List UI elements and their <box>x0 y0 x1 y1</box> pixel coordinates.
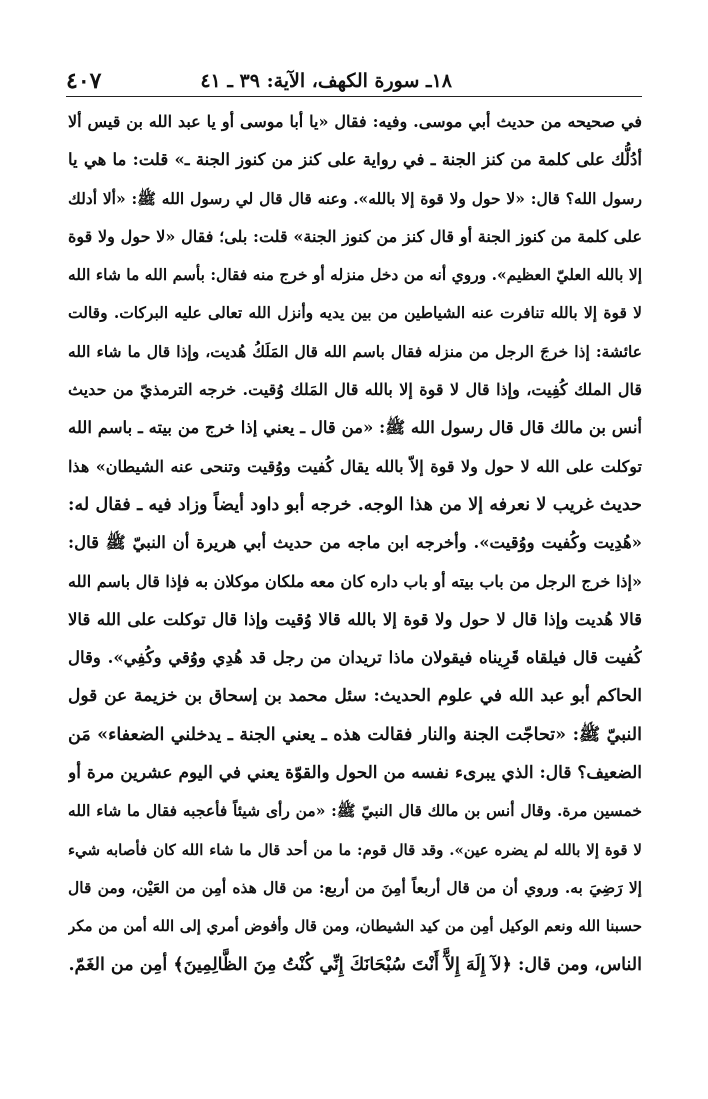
text-line: لا قوة إلا بالله تنافرت عنه الشياطين من بين يديه وأنزل الله تعالى عليه البركات. وقالت <box>68 303 642 323</box>
text-line: عائشة: إذا خرجَ الرجل من منزله فقال باسم الله قال المَلَكُ هُديت، وإذا قال ما شاء الله <box>68 341 642 361</box>
page-number: ٤٠٧ <box>66 68 102 94</box>
text-line: توكلت على الله لا حول ولا قوة إلاّ بالله يقال كُفيت ووُقيت وتنحى عنه الشيطان» هذا <box>68 456 642 476</box>
text-line: «إذا خرج الرجل من باب بيته أو باب داره كان معه ملكان موكلان به فإذا قال باسم الله <box>68 571 642 591</box>
running-header <box>66 64 642 98</box>
text-line: في صحيحه من حديث أبي موسى. وفيه: فقال «يا أبا موسى أو يا عبد الله بن قيس ألا <box>68 112 642 131</box>
text-line: أدُلُّك على كلمة من كنز الجنة ـ في رواية على كنز من كنوز الجنة ـ» قلت: ما هي يا <box>68 150 642 170</box>
text-line: قالا هُديت وإذا قال لا حول ولا قوة إلا بالله قالا وُقيت وإذا قال توكلت على الله قالا <box>68 609 642 629</box>
text-line: إلا رَضِيَ به. وروي أن من قال أربعاً أمِنَ من أربع: من قال هذه أمِن من العَيْن، ومن قال <box>68 877 642 897</box>
text-line: لا قوة إلا بالله لم يضره عين». وقد قال قوم: ما من أحد قال ما شاء الله كان فأصابه شيء <box>68 840 642 859</box>
text-line: النبيّ ﷺ: «تحاجّت الجنة والنار فقالت هذه ـ يعني الجنة ـ يدخلني الضعفاء» مَن <box>68 724 642 745</box>
text-line: الضعيف؟ قال: الذي يبرىء نفسه من الحول والقوّة يعني في اليوم عشرين مرة أو <box>68 763 642 784</box>
text-line: إلا بالله العليّ العظيم». وروي أنه من دخل منزله أو خرج منه فقال: بأسم الله ما شاء الله <box>68 265 642 285</box>
text-line: حديث غريب لا نعرفه إلا من هذا الوجه. خرجه أبو داود أيضاً وزاد فيه ـ فقال له: <box>68 494 642 515</box>
text-line: كُفيت قال فيلقاه قَرِيناه فيقولان ماذا تريدان من رجل قد هُدِي ووُقي وكُفِي». وقال <box>68 648 642 668</box>
text-line: على كلمة من كنوز الجنة أو قال كنز من كنوز الجنة» قلت: بلى؛ فقال «لا حول ولا قوة <box>68 226 642 246</box>
text-line: حسبنا الله ونعم الوكيل أمِن من كيد الشيطان، ومن قال وأفوض أمري إلى الله أمن من مكر <box>68 917 642 936</box>
text-line: الناس، ومن قال: ﴿لآ إِلَهَ إِلآَّ أَنْتَ سُبْحَانَكَ إِنِّي كُنْتُ مِنَ الظَّالِمِينَ﴾ أمِن من الغَمّ. <box>68 954 642 975</box>
running-title: ١٨ـ سورة الكهف، الآية: ٣٩ ـ ٤١ <box>200 70 452 92</box>
text-line: «هُدِيت وكُفيت ووُقيت». وأخرجه ابن ماجه من حديث أبي هريرة أن النبيّ ﷺ قال: <box>68 533 642 553</box>
text-line: خمسين مرة. وقال أنس بن مالك قال النبيّ ﷺ: «من رأى شيئاً فأعجبه فقال ما شاء الله <box>68 801 642 821</box>
text-line: قال الملك كُفِيت، وإذا قال لا قوة إلا بالله قال المَلك وُقيت. خرجه الترمذيّ من حديث <box>68 380 642 400</box>
body-text <box>68 103 642 984</box>
header-divider <box>66 96 642 97</box>
text-line: رسول الله؟ قال: «لا حول ولا قوة إلا بالله». وعنه قال قال لي رسول الله ﷺ: «ألا أدلك <box>68 188 642 208</box>
text-line: أنس بن مالك قال قال رسول الله ﷺ: «من قال ـ يعني إذا خرج من بيته ـ باسم الله <box>68 418 642 438</box>
text-line: الحاكم أبو عبد الله في علوم الحديث: سئل محمد بن إسحاق بن خزيمة عن قول <box>68 686 642 707</box>
